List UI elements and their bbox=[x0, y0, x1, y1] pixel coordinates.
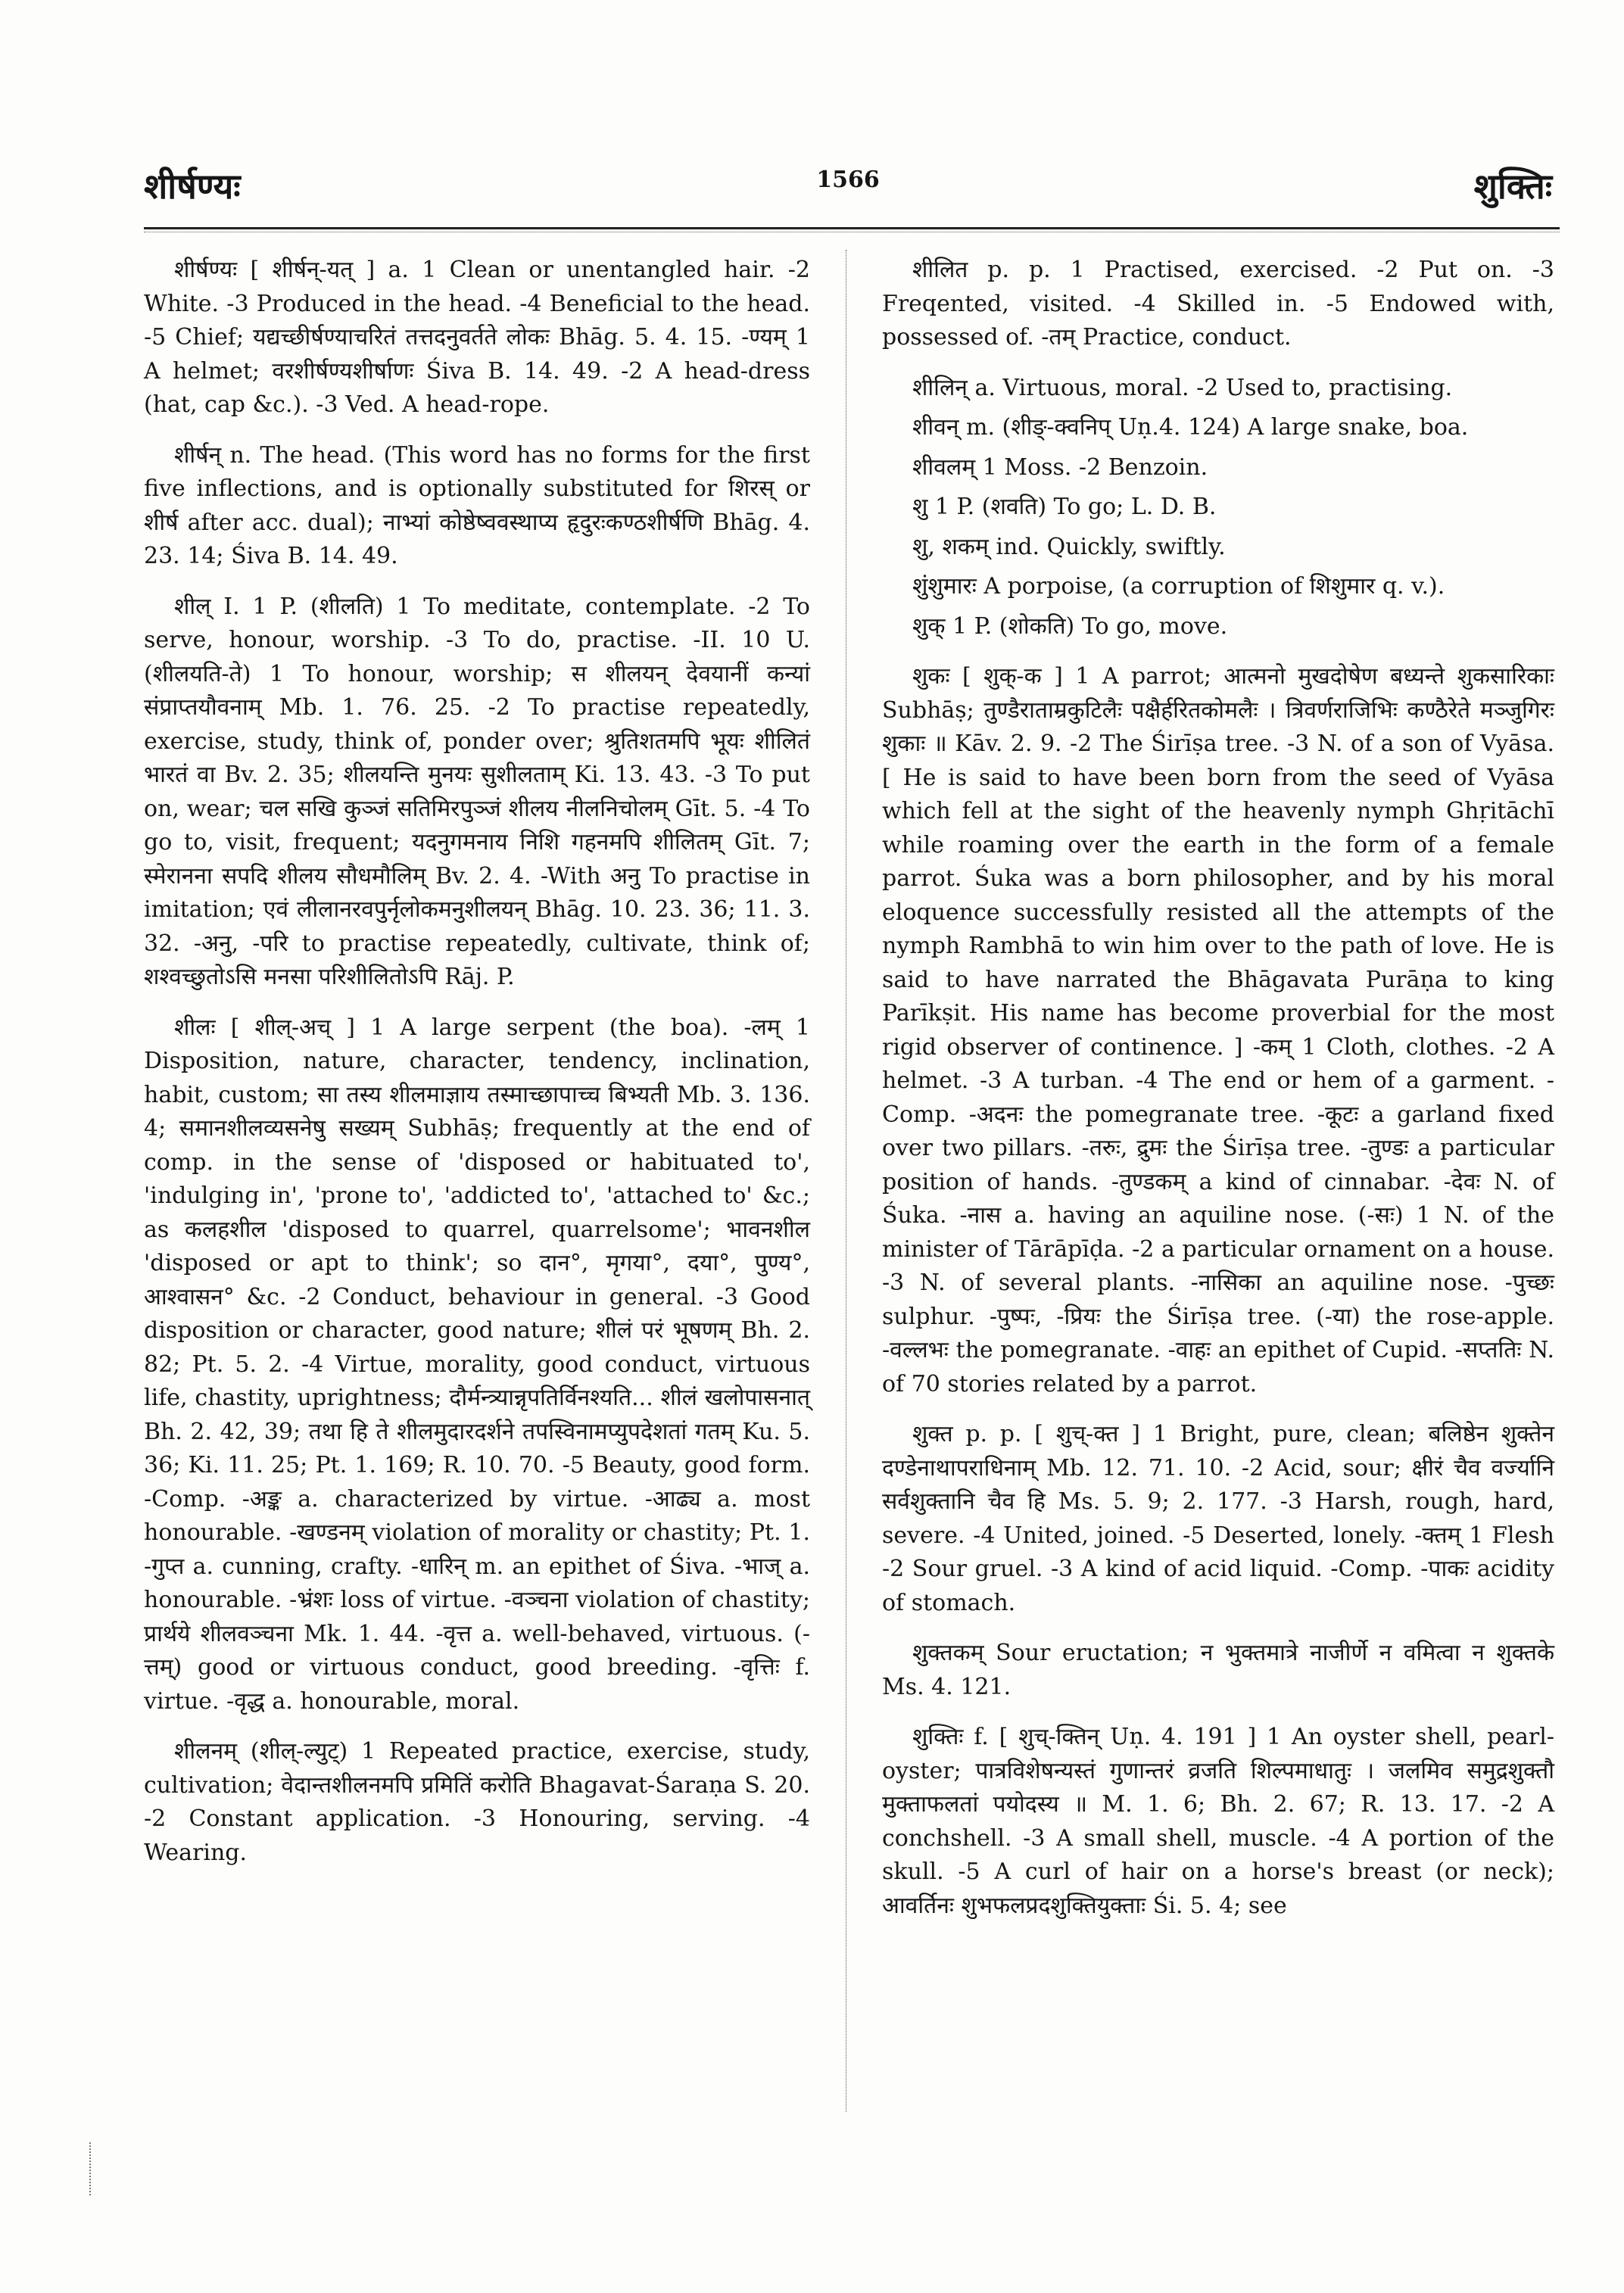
header-rule bbox=[144, 227, 1560, 229]
page-header bbox=[144, 162, 1552, 215]
entry-shilanam: शीलनम् (शील्-ल्युट्) 1 Repeated practice, exercise, study, cultivation; वेदान्तशीलनमपि प्रमितिं करोति Bhagavat-Śaraṇa S. 20. -2 Constant application. -3 Honouring, serving. -4 Wearing. bbox=[144, 1738, 810, 1866]
entry-shivalam: शीवलम् 1 Moss. -2 Benzoin. bbox=[912, 453, 1208, 481]
entry-shukta: शुक्त p. p. [ शुच्-क्त ] 1 Bright, pure, clean; बलिष्ठेन शुक्तेन दण्डेनाथापराधिनाम् Mb. 12. 71. 10. -2 Acid, sour; क्षीरं चैव वर्ज्यानि सर्वशुक्तानि चैव हि Ms. 5. 9; 2. 177. -3 Harsh, rough, hard, severe. -4 United, joined. -5 Deserted, lonely. -क्तम् 1 Flesh -2 Sour gruel. -3 A kind of acid liquid. -Comp. -पाकः acidity of stomach. bbox=[882, 1421, 1554, 1616]
left-column bbox=[144, 254, 810, 1886]
margin-dots bbox=[89, 2142, 97, 2195]
entry-shuktih: शुक्तिः f. [ शुच्-क्तिन् Uṇ. 4. 191 ] 1 An oyster shell, pearl-oyster; पात्रविशेषन्यस्तं गुणान्तरं व्रजति शिल्पमाधातुः । जलमिव समुद्रशुक्तौ मुक्ताफलतां पयोदस्य ॥ M. 1. 6; Bh. 2. 67; R. 13. 17. -2 A conchshell. -3 A small shell, muscle. -4 A portion of the skull. -5 A curl of hair on a horse's breast (or neck); आवर्तिनः शुभफलप्रदशुक्तियुक्ताः Śi. 5. 4; see bbox=[882, 1724, 1554, 1919]
header-left-guide-word: शीर्षण्यः bbox=[144, 166, 241, 207]
header-right-guide-word: शुक्तिः bbox=[1473, 166, 1552, 207]
entry-shukah: शुकः [ शुक्-क ] 1 A parrot; आत्मनो मुखदोषेण बध्यन्ते शुकसारिकाः Subhāṣ; तुण्डैराताम्रकुटिलैः पक्षैर्हरितकोमलैः । त्रिवर्णराजिभिः कण्ठैरेते मञ्जुगिरः शुकाः ॥ Kāv. 2. 9. -2 The Śirīṣa tree. -3 N. of a son of Vyāsa. [ He is said to have been born from the seed of Vyāsa which fell at the sight of the heavenly nymph Ghṛitāchī while roaming over the earth in the form of a female parrot. Śuka was a born philosopher, and by his moral eloquence successfully resisted all the attempts of the nymph Rambhā to win him over to the path of love. He is said to have narrated the Bhāgavata Purāṇa to king Parīkṣit. His name has become proverbial for the most rigid observer of continence. ] -कम् 1 Cloth, clothes. -2 A helmet. -3 A turban. -4 The end or hem of a garment. -Comp. -अदनः the pomegranate tree. -कूटः a garland fixed over two pillars. -तरुः, द्रुमः the Śirīṣa tree. -तुण्डः a particular position of hands. -तुण्डकम् a kind of cinnabar. -देवः N. of Śuka. -नास a. having an aquiline nose. (-सः) 1 N. of the minister of Tārāpīḍa. -2 a particular ornament on a house. -3 N. of several plants. -नासिका an aquiline nose. -पुच्छः sulphur. -पुष्पः, -प्रियः the Śirīṣa tree. (-या) the rose-apple. -वल्लभः the pomegranate. -वाहः an epithet of Cupid. -सप्ततिः N. of 70 stories related by a parrot. bbox=[882, 663, 1554, 1397]
entry-shuk-verb: शुक् 1 P. (शोकति) To go, move. bbox=[912, 612, 1228, 640]
entry-shivan: शीवन् m. (शीङ्-क्वनिप् Uṇ.4. 124) A large snake, boa. bbox=[912, 414, 1469, 441]
entry-shirshan: शीर्षन् n. The head. (This word has no forms for the first five inflections, and is optionally substituted for शिरस् or शीर्ष after acc. dual); नाभ्यां कोष्ठेष्ववस्थाप्य हृदुरःकण्ठशीर्षणि Bhāg. 4. 23. 14; Śiva B. 14. 49. bbox=[144, 441, 810, 569]
entry-shunshumara: शुंशुमारः A porpoise, (a corruption of शिशुमार q. v.). bbox=[912, 573, 1445, 600]
entry-shilita: शीलित p. p. 1 Practised, exercised. -2 Put on. -3 Freqented, visited. -4 Skilled in. -5 Endowed with, possessed of. -तम् Practice, conduct. bbox=[882, 257, 1554, 350]
right-column bbox=[882, 254, 1554, 1939]
entry-shuktakam: शुक्तकम् Sour eructation; न भुक्तमात्रे नाजीर्णे न वमित्वा न शुक्तके Ms. 4. 121. bbox=[882, 1640, 1554, 1700]
page-number: 1566 bbox=[816, 167, 880, 193]
entry-shirshanya: शीर्षण्यः [ शीर्षन्-यत् ] a. 1 Clean or unentangled hair. -2 White. -3 Produced in the head. -4 Beneficial to the head. -5 Chief; यद्यच्छीर्षण्याचरितं तत्तदनुवर्तते लोकः Bhāg. 5. 4. 15. -ण्यम् 1 A helmet; वरशीर्षण्यशीर्षाणः Śiva B. 14. 49. -2 A head-dress (hat, cap &c.). -3 Ved. A head-rope. bbox=[144, 257, 810, 418]
entry-shilin: शीलिन् a. Virtuous, moral. -2 Used to, practising. bbox=[912, 374, 1453, 401]
entry-shu-verb: शु 1 P. (शवति) To go; L. D. B. bbox=[912, 494, 1217, 520]
entry-shil-verb: शील् I. 1 P. (शीलति) 1 To meditate, contemplate. -2 To serve, honour, worship. -3 To do, practise. -II. 10 U. (शीलयति-ते) 1 To honour, worship; स शीलयन् देवयानीं कन्यां संप्राप्तयौवनाम् Mb. 1. 76. 25. -2 To practise repeatedly, exercise, study, think of, ponder over; श्रुतिशतमपि भूयः शीलितं भारतं वा Bv. 2. 35; शीलयन्ति मुनयः सुशीलताम् Ki. 13. 43. -3 To put on, wear; चल सखि कुञ्जं सतिमिरपुञ्जं शीलय नीलनिचोलम् Gīt. 5. -4 To go to, visit, frequent; यदनुगमनाय निशि गहनमपि शीलितम् Gīt. 7; स्मेरानना सपदि शीलय सौधमौलिम् Bv. 2. 4. -With अनु To practise in imitation; एवं लीलानरवपुर्नृलोकमनुशीलयन् Bhāg. 10. 23. 36; 11. 3. 32. -अनु, -परि to practise repeatedly, cultivate, think of; शश्वच्छुतोऽसि मनसा परिशीलितोऽपि Rāj. P. bbox=[144, 593, 810, 990]
entry-shilah: शीलः [ शील्-अच् ] 1 A large serpent (the boa). -लम् 1 Disposition, nature, character, tendency, inclination, habit, custom; सा तस्य शीलमाज्ञाय तस्माच्छापाच्च बिभ्यती Mb. 3. 136. 4; समानशीलव्यसनेषु सख्यम् Subhāṣ; frequently at the end of comp. in the sense of 'disposed or habituated to', 'indulging in', 'prone to', 'addicted to', 'attached to' &c.; as कलहशील 'disposed to quarrel, quarrelsome'; भावनशील 'disposed or apt to think'; so दान°, मृगया°, दया°, पुण्य°, आश्वासन° &c. -2 Conduct, behaviour in general. -3 Good disposition or character, good nature; शीलं परं भूषणम् Bh. 2. 82; Pt. 5. 2. -4 Virtue, morality, good conduct, virtuous life, chastity, uprightness; दौर्मन्त्र्यान्नृपतिर्विनश्यति... शीलं खलोपासनात् Bh. 2. 42, 39; तथा हि ते शीलमुदारदर्शने तपस्विनामप्युपदेशतां गतम् Ku. 5. 36; Ki. 11. 25; Pt. 1. 169; R. 10. 70. -5 Beauty, good form. -Comp. -अङ्क a. characterized by virtue. -आढ्य a. most honourable. -खण्डनम् violation of morality or chastity; Pt. 1. -गुप्त a. cunning, crafty. -धारिन् m. an epithet of Śiva. -भाज् a. honourable. -भ्रंशः loss of virtue. -वञ्चना violation of chastity; प्रार्थये शीलवञ्चना Mk. 1. 44. -वृत्त a. well-behaved, virtuous. (-त्तम्) good or virtuous conduct, good breeding. -वृत्तिः f. virtue. -वृद्ध a. honourable, moral. bbox=[144, 1014, 810, 1715]
entry-shu-shakam: शु, शकम् ind. Quickly, swiftly. bbox=[912, 533, 1226, 560]
